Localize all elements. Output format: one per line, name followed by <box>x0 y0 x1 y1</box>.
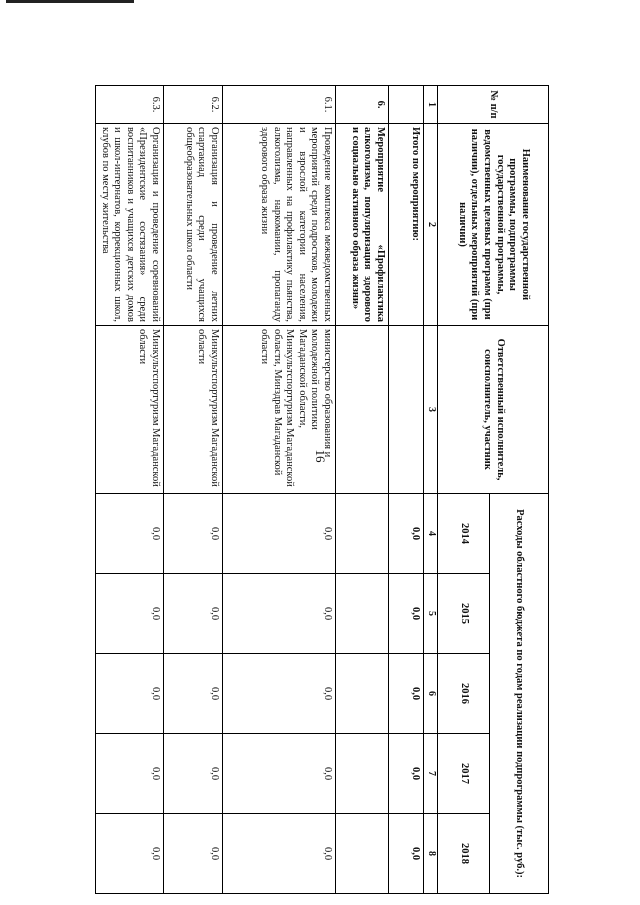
row-name: Мероприятие «Профилактика алкоголизма, популяризация здорового и социально активного образа жизни» <box>336 124 389 326</box>
column-number: 8 <box>424 814 438 894</box>
total-value: 0,0 <box>389 814 424 894</box>
column-number: 1 <box>424 86 438 124</box>
total-row-num <box>389 86 424 124</box>
expense-table <box>95 85 549 894</box>
row-value: 0,0 <box>223 814 336 894</box>
row-num: 6. <box>336 86 389 124</box>
row-name: Проведение комплекса межведомственных мероприятий среди подростков, молодежи и взрослой категории населения, направленных на профилактику пьянства, алкоголизма, наркомании, пропаганду здорового образа жизни <box>223 124 336 326</box>
header-year: 2015 <box>438 574 490 654</box>
total-value: 0,0 <box>389 494 424 574</box>
row-value: 0,0 <box>164 734 223 814</box>
row-value: 0,0 <box>223 574 336 654</box>
column-number: 3 <box>424 326 438 494</box>
header-year: 2016 <box>438 654 490 734</box>
rotated-table-wrapper <box>99 85 549 893</box>
row-name: Организация и проведение летних спартакиад среди учащихся общеобразовательных школ области <box>164 124 223 326</box>
row-value: 0,0 <box>223 494 336 574</box>
column-number: 7 <box>424 734 438 814</box>
total-value: 0,0 <box>389 734 424 814</box>
row-value <box>336 654 389 734</box>
header-year: 2014 <box>438 494 490 574</box>
row-value: 0,0 <box>96 574 164 654</box>
table-row <box>96 86 164 894</box>
header-name: Наименование государственной программы, подпрограммы государственной программы, ведомственных целевых программ (при наличии), отдельных мероприятий (при наличии) <box>438 124 549 326</box>
column-number: 2 <box>424 124 438 326</box>
row-num: 6.1. <box>223 86 336 124</box>
header-row-1 <box>490 86 549 894</box>
column-number-row <box>424 86 438 894</box>
scan-edge-mark <box>6 0 134 3</box>
column-number: 4 <box>424 494 438 574</box>
total-row-label: Итого по мероприятию: <box>389 124 424 326</box>
row-name: Организация и проведение соревнований «Президентские состязания» среди воспитанников и учащихся детских домов и школ-интернатов, коррекционных школ, клубов по месту жительства <box>96 124 164 326</box>
row-value: 0,0 <box>164 494 223 574</box>
row-executor <box>336 326 389 494</box>
header-executor: Ответственный исполнитель, соисполнитель, участник <box>438 326 549 494</box>
table-row <box>223 86 336 894</box>
total-value: 0,0 <box>389 654 424 734</box>
row-value: 0,0 <box>96 494 164 574</box>
total-row-executor <box>389 326 424 494</box>
total-value: 0,0 <box>389 574 424 654</box>
header-year: 2017 <box>438 734 490 814</box>
row-num: 6.2. <box>164 86 223 124</box>
row-value <box>336 494 389 574</box>
table-row <box>164 86 223 894</box>
column-number: 5 <box>424 574 438 654</box>
row-num: 6.3. <box>96 86 164 124</box>
row-value: 0,0 <box>96 734 164 814</box>
row-value: 0,0 <box>164 574 223 654</box>
header-expenses: Расходы областного бюджета по годам реализации подпрограммы (тыс. руб.): <box>490 494 549 894</box>
row-value: 0,0 <box>164 654 223 734</box>
row-value: 0,0 <box>223 734 336 814</box>
row-executor: Минкультспортуризм Магаданской области <box>96 326 164 494</box>
table-row <box>336 86 389 894</box>
row-value: 0,0 <box>164 814 223 894</box>
row-value: 0,0 <box>96 814 164 894</box>
row-value <box>336 574 389 654</box>
total-row <box>389 86 424 894</box>
row-executor: Минкультспортуризм Магаданской области <box>164 326 223 494</box>
page-number: 16 <box>313 449 328 463</box>
header-year: 2018 <box>438 814 490 894</box>
row-value: 0,0 <box>223 654 336 734</box>
row-value <box>336 814 389 894</box>
header-num: № п/п <box>438 86 549 124</box>
column-number: 6 <box>424 654 438 734</box>
row-value: 0,0 <box>96 654 164 734</box>
row-executor: министерство образования и молодежной политики Магаданской области, Минкультспортуризм Магаданской области, Минздрав Магаданской области <box>223 326 336 494</box>
row-value <box>336 734 389 814</box>
